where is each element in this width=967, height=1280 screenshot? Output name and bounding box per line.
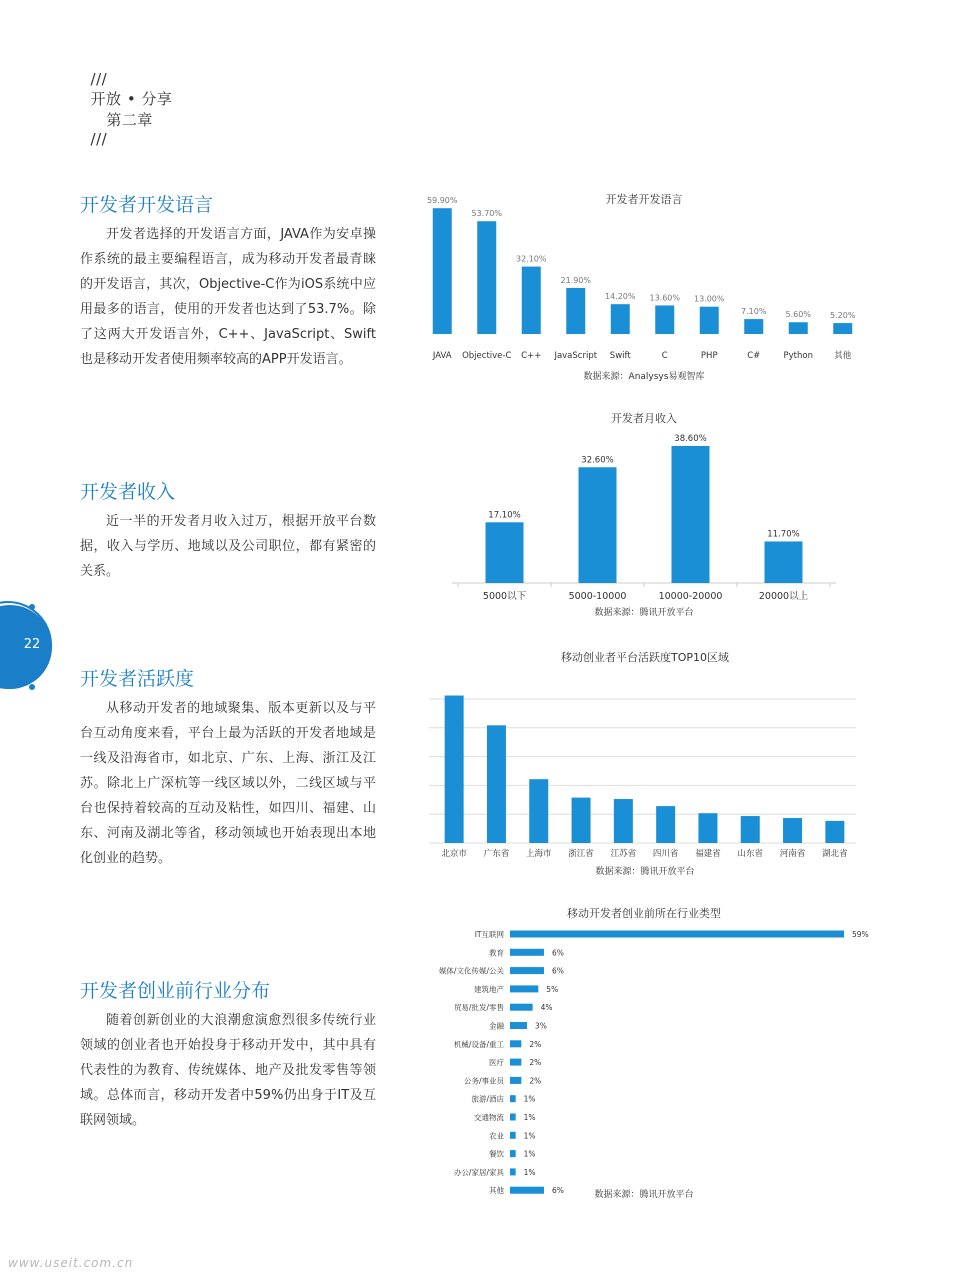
category-label: 5000以下 <box>482 591 527 602</box>
data-label: 4% <box>540 1003 553 1013</box>
category-label: 河南省 <box>779 849 806 859</box>
data-label: 2% <box>529 1076 542 1086</box>
bar <box>611 304 630 334</box>
data-label: 5.60% <box>785 310 811 320</box>
bar <box>744 319 763 334</box>
data-label: 13.00% <box>693 294 725 304</box>
bar <box>566 288 585 334</box>
bar <box>825 821 844 843</box>
category-label: 北京市 <box>441 849 467 859</box>
data-label: 7.10% <box>741 307 767 317</box>
data-label: 6% <box>551 1186 564 1196</box>
data-label: 5.20% <box>830 311 856 321</box>
data-label: 13.60% <box>649 293 681 303</box>
bar <box>510 1022 527 1029</box>
header-label: 开放 • 分享 <box>90 90 173 108</box>
category-label: 福建省 <box>695 849 721 859</box>
category-label: C <box>661 351 668 361</box>
category-label: 广东省 <box>483 849 510 859</box>
data-label: 14.20% <box>604 292 636 302</box>
section-title-activity: 开发者活跃度 <box>80 668 195 690</box>
bar <box>510 931 844 938</box>
data-label: 1% <box>523 1167 536 1177</box>
bar <box>655 305 674 334</box>
bar <box>510 1114 516 1121</box>
chart-source: 数据来源：Analysys易观智库 <box>583 372 705 382</box>
bar <box>783 818 802 843</box>
bar <box>486 522 524 583</box>
bar <box>510 949 544 956</box>
category-label: 交通物流 <box>474 1113 504 1122</box>
bar <box>614 799 633 843</box>
category-label: JavaScript <box>554 351 598 361</box>
data-label: 6% <box>551 966 564 976</box>
data-label: 59.90% <box>426 196 458 206</box>
category-label: 其他 <box>834 351 852 361</box>
section-body-income: 近一半的开发者月收入过万，根据开放平台数据，收入与学历、地域以及公司职位，都有紧密的关系。 <box>80 514 376 579</box>
category-label: 浙江省 <box>568 849 594 859</box>
data-label: 59% <box>852 930 869 939</box>
chart-prior-industry <box>420 902 890 1205</box>
data-label: 3% <box>534 1021 547 1031</box>
category-label: Objective-C <box>462 351 512 361</box>
header-chapter: 第二章 <box>106 111 153 129</box>
category-label: Swift <box>609 351 631 361</box>
bar <box>741 816 760 843</box>
chart-title: 开发者月收入 <box>611 412 677 425</box>
category-label: JAVA <box>432 351 452 361</box>
chart-dev-languages <box>420 185 860 390</box>
category-label: 上海市 <box>525 849 552 859</box>
category-label: 旅游/酒店 <box>471 1094 504 1104</box>
category-label: 媒体/文化传媒/公关 <box>438 966 504 976</box>
header-left-marks: /// <box>90 70 108 88</box>
category-label: 办公/家居/家具 <box>453 1167 504 1177</box>
bar <box>510 1150 516 1157</box>
bar <box>833 323 852 334</box>
category-label: 贸易/批发/零售 <box>453 1003 504 1013</box>
category-label: 四川省 <box>652 849 679 859</box>
data-label: 1% <box>523 1094 536 1104</box>
data-label: 6% <box>551 948 564 958</box>
data-label: 1% <box>523 1149 536 1159</box>
category-label: 教育 <box>489 948 504 958</box>
bar <box>572 798 591 843</box>
section-body-activity: 从移动开发者的地域聚集、版本更新以及与平台互动角度来看，平台上最为活跃的开发者地域是一线及沿海省市，如北京、广东、上海、浙江及江苏。除北上广深杭等一线区域以外，二线区域与平台也保持着较高的互动及粘性，如四川、福建、山东、河南及湖北等省，移动领域也开始表现出本地化创业的趋势。 <box>80 701 376 866</box>
bar <box>656 806 675 843</box>
bar <box>477 221 496 334</box>
category-label: 20000以上 <box>758 591 809 602</box>
chart-source: 数据来源：腾讯开放平台 <box>594 608 694 618</box>
bar <box>433 208 452 334</box>
watermark: www.useit.com.cn <box>8 1256 134 1270</box>
data-label: 38.60% <box>674 433 707 444</box>
bar <box>510 1095 516 1102</box>
chart-title: 移动创业者平台活跃度TOP10区域 <box>560 651 730 664</box>
data-label: 2% <box>529 1039 542 1049</box>
data-label: 1% <box>523 1113 536 1122</box>
category-label: C++ <box>521 351 542 361</box>
bar <box>445 696 464 843</box>
category-label: 湖北省 <box>822 849 848 859</box>
page-ring-dot-top <box>29 604 35 610</box>
category-label: 山东省 <box>737 849 764 859</box>
bar <box>510 1077 521 1084</box>
chart-source: 数据来源：腾讯开放平台 <box>595 867 695 877</box>
chart-title: 移动开发者创业前所在行业类型 <box>567 907 721 920</box>
bar <box>510 1168 516 1175</box>
category-label: C# <box>747 351 761 361</box>
category-label: 农业 <box>489 1131 504 1141</box>
section-body-languages: 开发者选择的开发语言方面，JAVA作为安卓操作系统的最主要编程语言，成为移动开发者最青睐的开发语言，其次，Objective-C作为iOS系统中应用最多的语言，使用的开发者也达到了53.7%。除了这两大开发语言外，C++、JavaScript、Swift也是移动开发者使用频率较高的APP开发语言。 <box>80 227 376 367</box>
category-label: 建筑地产 <box>474 984 504 994</box>
header-right-marks: /// <box>90 130 108 148</box>
category-label: 其他 <box>489 1186 504 1196</box>
bar <box>510 1004 533 1011</box>
bar <box>510 1132 516 1139</box>
category-label: 餐饮 <box>489 1149 504 1159</box>
chart-source: 数据来源：腾讯开放平台 <box>594 1190 694 1200</box>
bar <box>700 307 719 334</box>
bar <box>529 779 548 843</box>
chart-region-activity <box>425 645 865 880</box>
bar <box>510 1187 544 1194</box>
data-label: 11.70% <box>767 529 800 540</box>
bar <box>522 267 541 334</box>
data-label: 53.70% <box>471 209 503 219</box>
bar <box>765 541 803 583</box>
section-title-languages: 开发者开发语言 <box>80 194 214 216</box>
category-label: 江苏省 <box>610 849 637 859</box>
section-title-income: 开发者收入 <box>80 481 176 503</box>
data-label: 32.60% <box>581 455 614 466</box>
category-label: 公务/事业员 <box>463 1076 504 1086</box>
data-label: 1% <box>523 1131 536 1141</box>
chart-dev-income <box>440 405 860 623</box>
data-label: 21.90% <box>560 276 592 286</box>
bar <box>789 322 808 334</box>
category-label: 10000-20000 <box>658 591 723 602</box>
bar <box>510 1059 521 1066</box>
running-header <box>80 52 172 148</box>
bar <box>672 446 710 583</box>
category-label: 机械/设备/重工 <box>453 1039 504 1049</box>
bar <box>579 467 617 583</box>
category-label: 医疗 <box>489 1058 504 1068</box>
bar <box>510 985 538 992</box>
bar <box>487 725 506 843</box>
bar <box>510 967 544 974</box>
section-title-industry: 开发者创业前行业分布 <box>80 980 271 1002</box>
bar <box>698 813 717 843</box>
data-label: 32.10% <box>515 254 547 264</box>
category-label: 金融 <box>489 1021 504 1031</box>
bar <box>510 1040 521 1047</box>
page-ring-dot-bottom <box>29 684 35 690</box>
section-body-industry: 随着创新创业的大浪潮愈演愈烈很多传统行业领域的创业者也开始投身于移动开发中，其中具有代表性的为教育、传统媒体、地产及批发零售等领域。总体而言，移动开发者中59%仍出身于IT及互联网领域。 <box>80 1013 376 1128</box>
category-label: Python <box>783 351 813 361</box>
data-label: 5% <box>546 984 559 994</box>
category-label: IT互联网 <box>474 930 504 939</box>
category-label: 5000-10000 <box>568 591 627 602</box>
data-label: 2% <box>529 1058 542 1068</box>
category-label: PHP <box>700 351 718 361</box>
data-label: 17.10% <box>488 510 521 521</box>
chart-title: 开发者开发语言 <box>605 193 683 206</box>
page-number: 22 <box>23 637 41 652</box>
